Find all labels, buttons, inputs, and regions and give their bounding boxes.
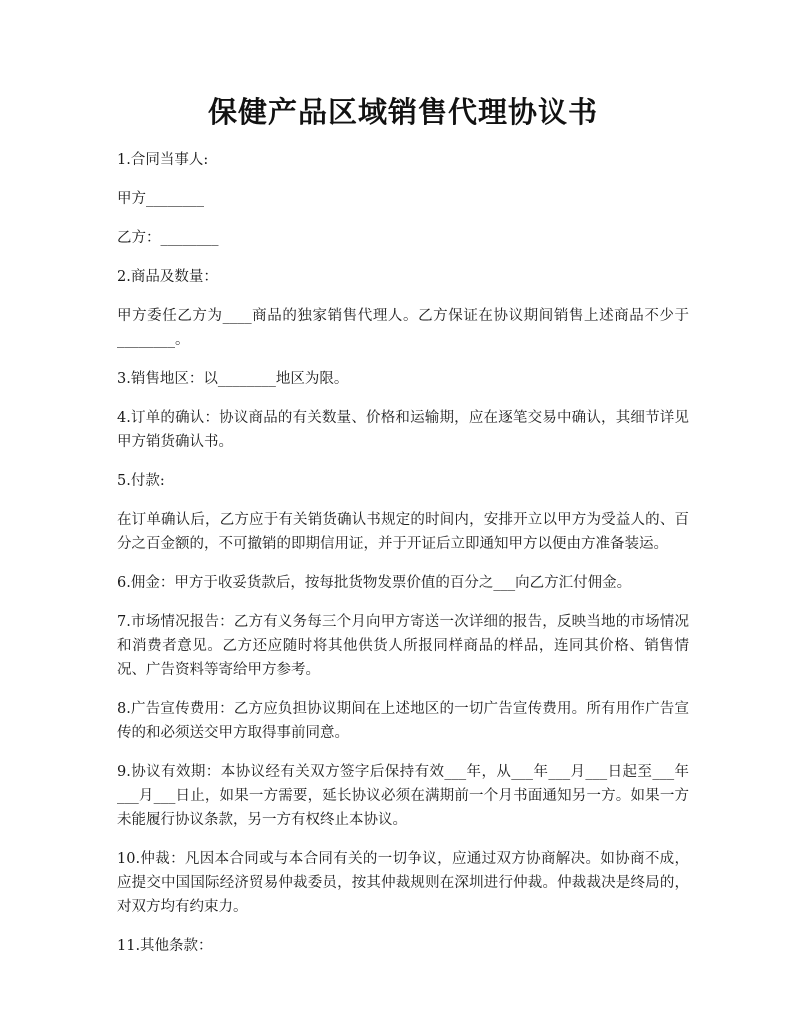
clause-8: 8.广告宣传费用：乙方应负担协议期间在上述地区的一切广告宣传费用。所有用作广告宣传的和必须送交甲方取得事前同意。 (117, 701, 689, 741)
clause-2-heading: 2.商品及数量： (117, 269, 218, 285)
clause-4: 4.订单的确认：协议商品的有关数量、价格和运输期，应在逐笔交易中确认，其细节详见甲方销货确认书。 (117, 410, 689, 450)
party-b-line: 乙方：________ (117, 230, 219, 246)
document-page (117, 90, 689, 973)
clause-5-body: 在订单确认后，乙方应于有关销货确认书规定的时间内，安排开立以甲方为受益人的、百分之百金额的，不可撤销的即期信用证，并于开证后立即通知甲方以便由方准备装运。 (117, 512, 689, 552)
clause-5-heading: 5.付款: (117, 473, 165, 489)
clause-2-body: 甲方委任乙方为____商品的独家销售代理人。乙方保证在协议期间销售上述商品不少于________。 (117, 308, 689, 348)
party-a-line: 甲方________ (117, 191, 204, 207)
clause-9: 9.协议有效期：本协议经有关双方签字后保持有效___年，从___年___月___日起至___年___月___日止，如果一方需要，延长协议必须在满期前一个月书面通知另一方。如果一方未能履行协议条款，另一方有权终止本协议。 (117, 764, 689, 828)
clause-11-heading: 11.其他条款： (117, 938, 213, 954)
document-title: 保健产品区域销售代理协议书 (207, 95, 598, 129)
clause-6: 6.佣金：甲方于收妥货款后，按每批货物发票价值的百分之___向乙方汇付佣金。 (117, 575, 632, 591)
clause-3: 3.销售地区：以________地区为限。 (117, 371, 349, 387)
clause-7: 7.市场情况报告：乙方有义务每三个月向甲方寄送一次详细的报告，反映当地的市场情况和消费者意见。乙方还应随时将其他供货人所报同样商品的样品，连同其价格、销售情况、广告资料等寄给甲方参考。 (117, 614, 689, 678)
clause-list (117, 148, 689, 958)
clause-10: 10.仲裁：凡因本合同或与本合同有关的一切争议，应通过双方协商解决。如协商不成，应提交中国国际经济贸易仲裁委员，按其仲裁规则在深圳进行仲裁。仲裁裁决是终局的，对双方均有约束力。 (117, 851, 689, 915)
clause-1-heading: 1.合同当事人: (117, 152, 209, 168)
